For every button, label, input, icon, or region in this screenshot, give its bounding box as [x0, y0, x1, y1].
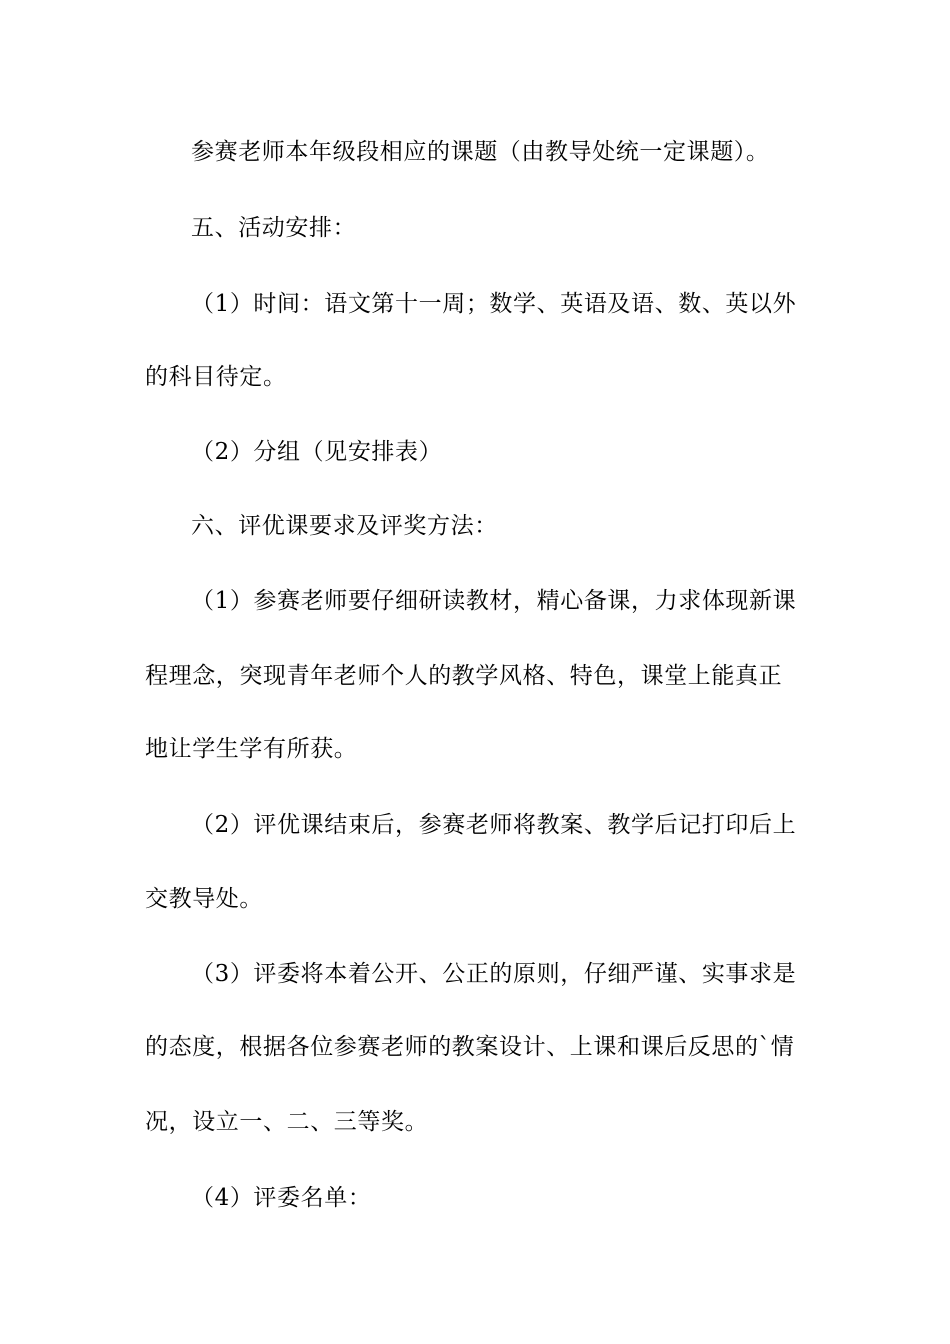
- paragraph-line: 的科目待定。: [145, 364, 287, 390]
- paragraph-line: （2）评优课结束后，参赛老师将教案、教学后记打印后上: [191, 812, 797, 838]
- paragraph-line: （1）参赛老师要仔细研读教材，精心备课，力求体现新课: [191, 588, 797, 614]
- section-heading-evaluation-requirements: 六、评优课要求及评奖方法：: [191, 513, 498, 539]
- paragraph-line: （4）评委名单：: [191, 1185, 372, 1211]
- paragraph-line: 参赛老师本年级段相应的课题（由教导处统一定课题）。: [191, 139, 770, 165]
- paragraph-line: （3）评委将本着公开、公正的原则，仔细严谨、实事求是: [191, 961, 797, 987]
- paragraph-line: 程理念，突现青年老师个人的教学风格、特色，课堂上能真正: [145, 663, 783, 689]
- paragraph-line: 交教导处。: [145, 886, 263, 912]
- paragraph-line: （1）时间：语文第十一周；数学、英语及语、数、英以外: [191, 291, 797, 317]
- paragraph-line: （2）分组（见安排表）: [191, 439, 443, 465]
- paragraph-line: 的态度，根据各位参赛老师的教案设计、上课和课后反思的`情: [145, 1034, 795, 1060]
- section-heading-activity-arrangement: 五、活动安排：: [191, 215, 357, 241]
- paragraph-line: 地让学生学有所获。: [145, 736, 358, 762]
- paragraph-line: 况，设立一、二、三等奖。: [145, 1109, 429, 1135]
